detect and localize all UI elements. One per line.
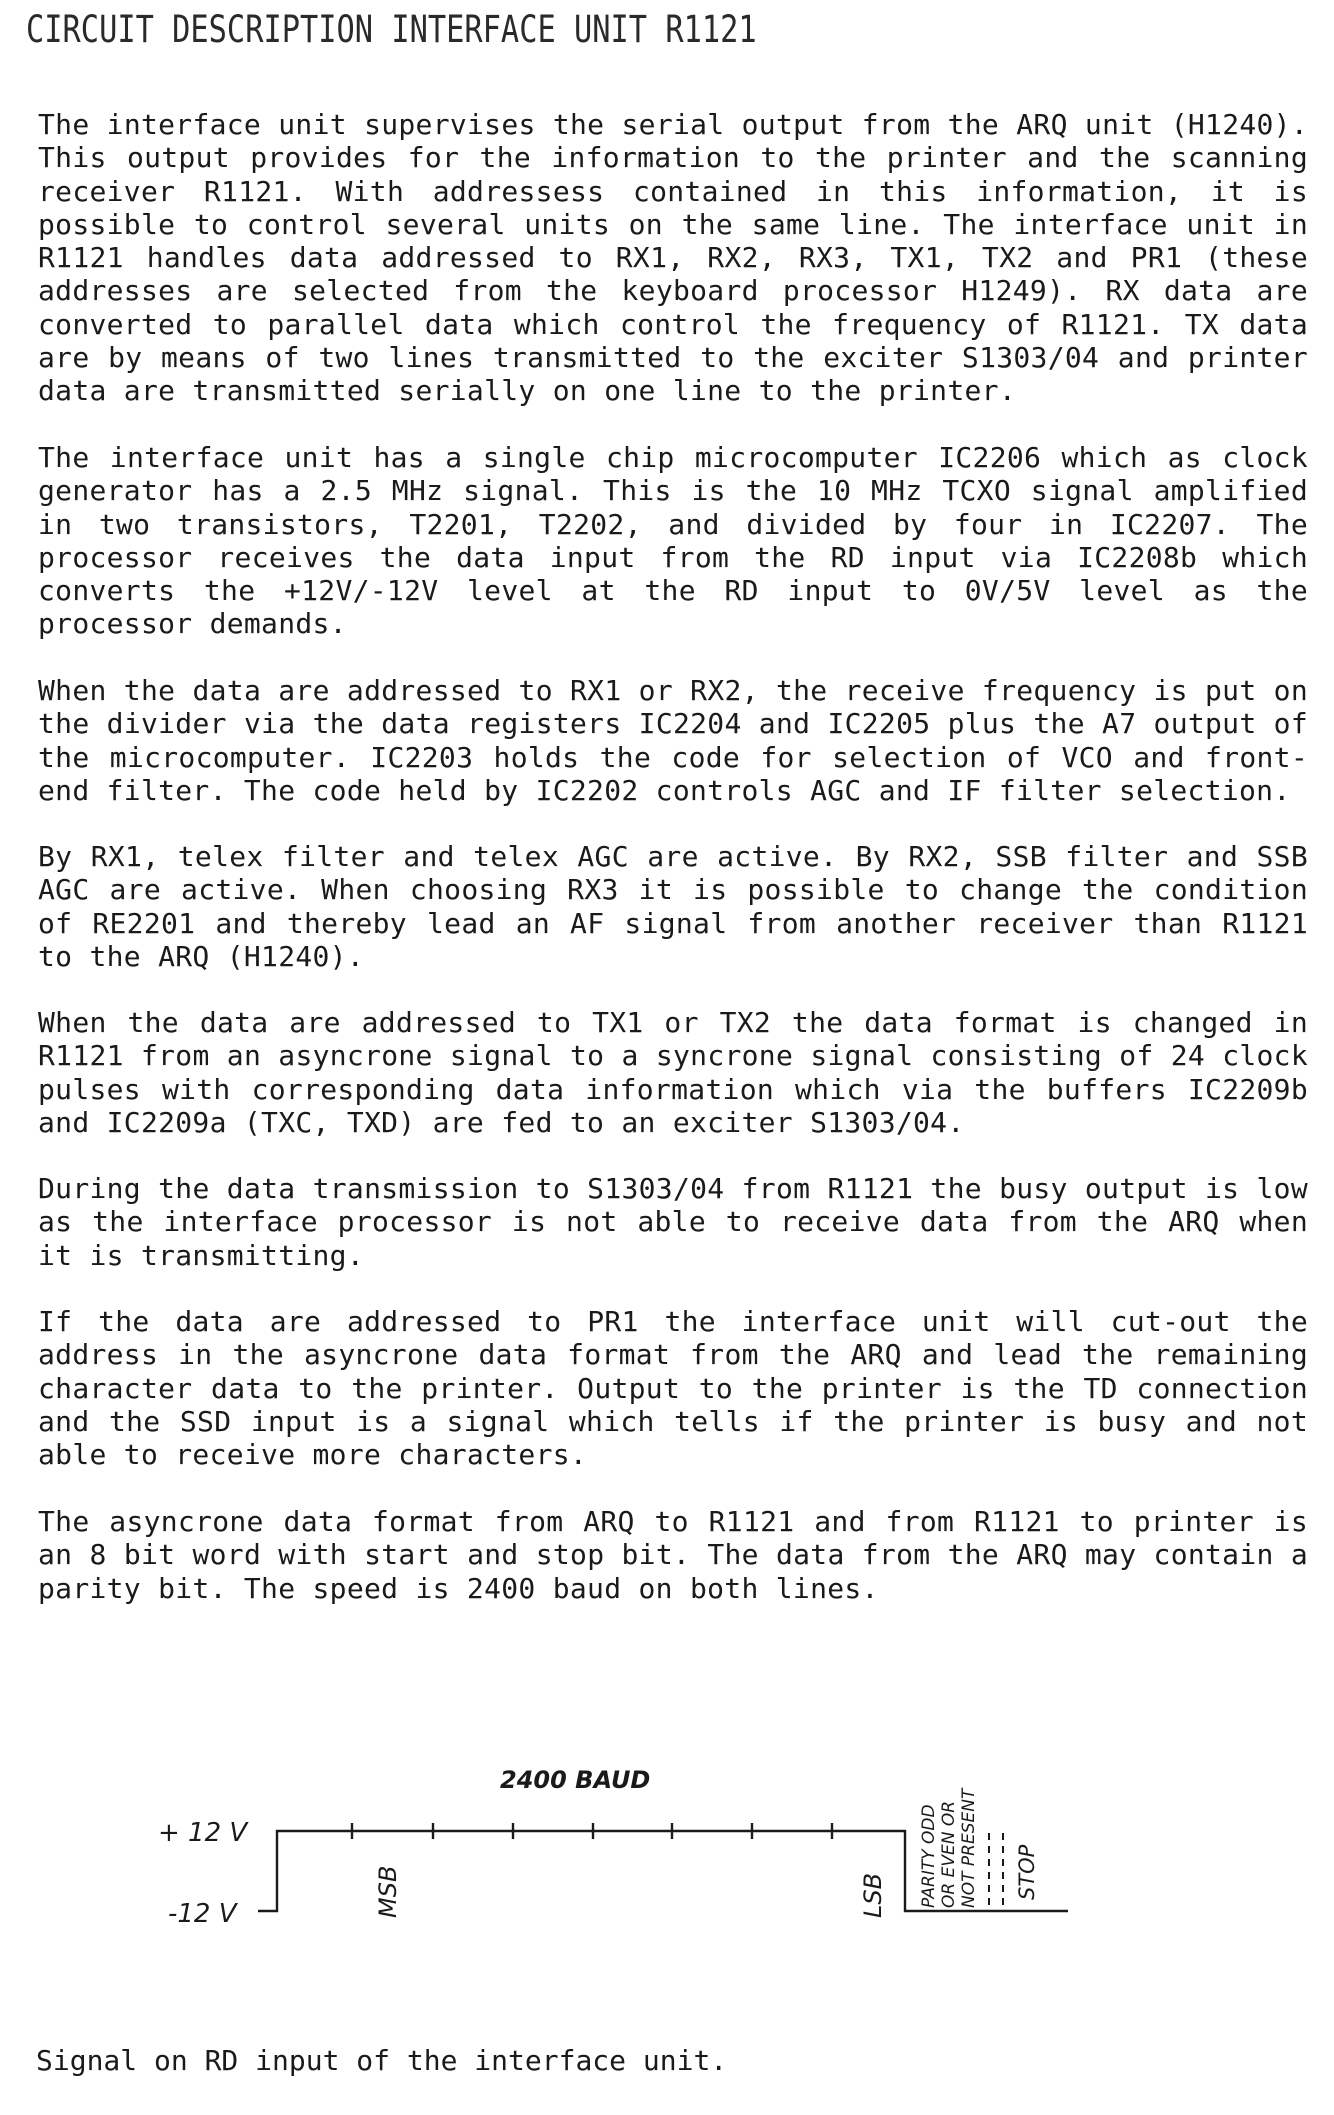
paragraph-7: If the data are addressed to PR1 the interface unit will cut-out the address in the asyncrone data format from the ARQ and lead the remaining character data to the printer. Output to the printer is the TD connection and the SSD input is a signal which tells if the printer is busy and not able to receive more characters. xyxy=(38,1305,1308,1472)
figure-caption: Signal on RD input of the interface unit. xyxy=(36,2044,728,2077)
parity-line-1: PARITY ODD xyxy=(919,1804,939,1908)
baud-label: 2400 BAUD xyxy=(500,1766,651,1794)
lsb-label: LSB xyxy=(859,1872,887,1918)
paragraph-5: When the data are addressed to TX1 or TX2 the data format is changed in R1121 from an asyncrone signal to a syncrone signal consisting of 24 clock pulses with corresponding data information which via the buffers IC2209b and IC2209a (TXC, TXD) are fed to an exciter S1303/04. xyxy=(38,1006,1308,1139)
level-low-label: -12 V xyxy=(168,1899,237,1929)
stop-label: STOP xyxy=(1015,1844,1039,1900)
paragraph-1: The interface unit supervises the serial output from the ARQ unit (H1240). This output provides for the information to the printer and the scanning receiver R1121. With addressess contained in this information, it is possible to control several units on the same line. The interface unit in R1121 handles data addressed to RX1, RX2, RX3, TX1, TX2 and PR1 (these addresses are selected from the keyboard processor H1249). RX data are converted to parallel data which control the frequency of R1121. TX data are by means of two lines transmitted to the exciter S1303/04 and printer data are transmitted serially on one line to the printer. xyxy=(38,108,1308,408)
parity-dashed-markers xyxy=(989,1833,1003,1911)
paragraph-6: During the data transmission to S1303/04 from R1121 the busy output is low as the interface processor is not able to receive data from the ARQ when it is transmitting. xyxy=(38,1172,1308,1272)
rd-signal-diagram xyxy=(0,1740,1334,1950)
parity-line-2: OR EVEN OR xyxy=(939,1800,959,1908)
paragraph-2: The interface unit has a single chip microcomputer IC2206 which as clock generator has a 2.5 MHz signal. This is the 10 MHz TCXO signal amplified in two transistors, T2201, T2202, and divided by four in IC2207. The processor receives the data input from the RD input via IC2208b which converts the +12V/-12V level at the RD input to 0V/5V level as the processor demands. xyxy=(38,441,1308,641)
msb-label: MSB xyxy=(374,1865,402,1918)
paragraph-3: When the data are addressed to RX1 or RX2, the receive frequency is put on the divider via the data registers IC2204 and IC2205 plus the A7 output of the microcomputer. IC2203 holds the code for selection of VCO and front-end filter. The code held by IC2202 controls AGC and IF filter selection. xyxy=(38,674,1308,807)
page-title: CIRCUIT DESCRIPTION INTERFACE UNIT R1121 xyxy=(26,8,757,51)
paragraph-4: By RX1, telex filter and telex AGC are active. By RX2, SSB filter and SSB AGC are active. When choosing RX3 it is possible to change the condition of RE2201 and thereby lead an AF signal from another receiver than R1121 to the ARQ (H1240). xyxy=(38,840,1308,973)
level-high-label: + 12 V xyxy=(158,1818,248,1848)
paragraph-8: The asyncrone data format from ARQ to R1121 and from R1121 to printer is an 8 bit word with start and stop bit. The data from the ARQ may contain a parity bit. The speed is 2400 baud on both lines. xyxy=(38,1505,1308,1605)
parity-line-3: NOT PRESENT xyxy=(959,1788,979,1908)
